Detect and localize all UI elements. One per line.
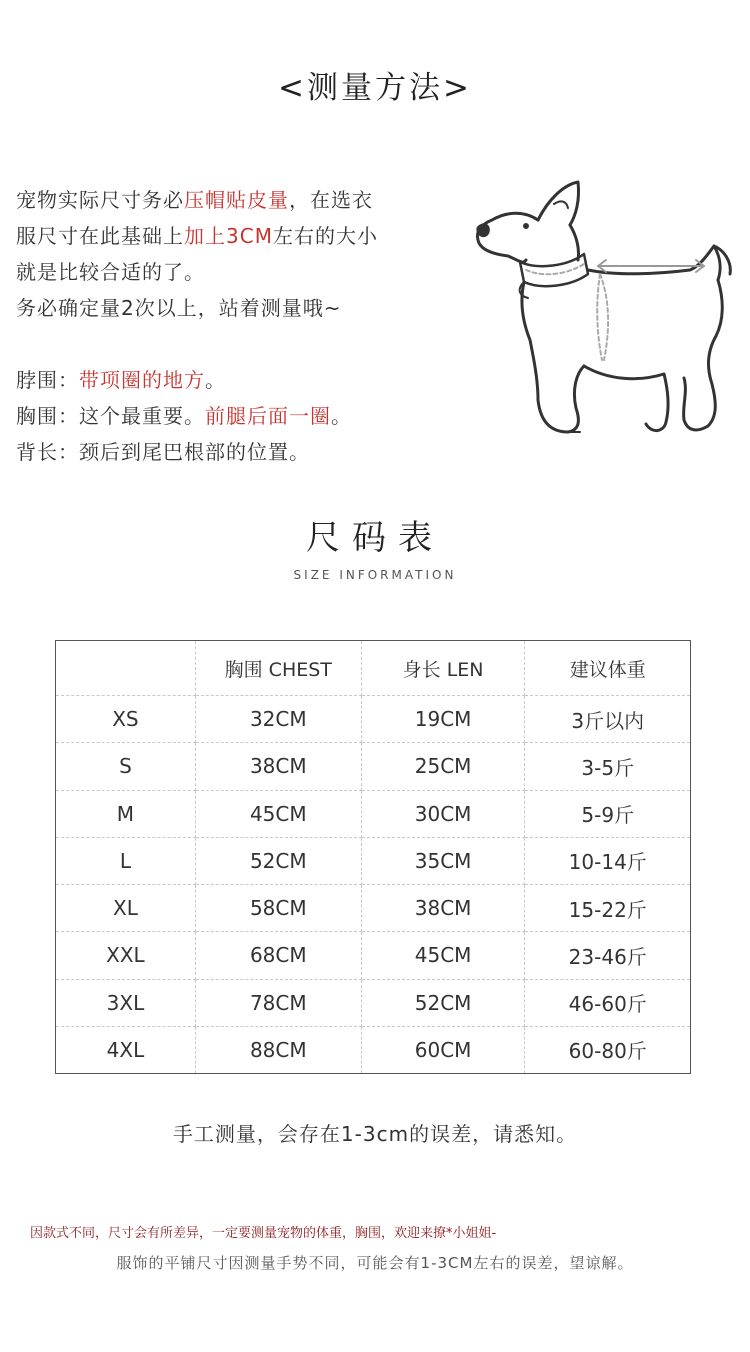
weight-cell: 3-5斤 (525, 743, 691, 790)
size-cell: S (56, 743, 196, 790)
chest-cell: 68CM (195, 932, 361, 979)
header-cell (56, 641, 196, 696)
size-cell: 4XL (56, 1026, 196, 1073)
chest-cell: 78CM (195, 979, 361, 1026)
table-row (56, 979, 691, 1026)
size-cell: XL (56, 885, 196, 932)
table-row (56, 790, 691, 837)
footer-notice: 服饰的平铺尺寸因测量手势不同，可能会有1-3CM左右的误差，望谅解。 (116, 1254, 634, 1272)
neck-measure (16, 362, 476, 398)
table-row (56, 1026, 691, 1073)
weight-cell: 3斤以内 (525, 696, 691, 743)
measure-highlight: 前腿后面一圈 (205, 404, 331, 428)
measurement-intro (16, 182, 466, 326)
table-header-row (56, 641, 691, 696)
chest-cell: 88CM (195, 1026, 361, 1073)
chest-cell: 58CM (195, 885, 361, 932)
length-cell: 35CM (361, 837, 525, 884)
length-cell: 38CM (361, 885, 525, 932)
weight-cell: 5-9斤 (525, 790, 691, 837)
table-row (56, 885, 691, 932)
weight-cell: 60-80斤 (568, 1039, 647, 1064)
intro-line-4: 务必确定量2次以上，站着测量哦~ (16, 296, 342, 320)
intro-line-3: 就是比较合适的了。 (16, 260, 205, 284)
chest-cell: 45CM (195, 790, 361, 837)
size-cell: L (56, 837, 196, 884)
length-cell: 25CM (361, 743, 525, 790)
measurement-error-note: 手工测量，会存在1-3cm的误差，请悉知。 (172, 1122, 578, 1146)
weight-cell: 10-14斤 (525, 837, 691, 884)
size-chart-subtitle: SIZE INFORMATION (293, 568, 457, 582)
intro-line-1 (16, 182, 466, 218)
intro-text: 左右的大小 (272, 224, 378, 248)
weight-cell: 23-46斤 (525, 932, 691, 979)
intro-line-2 (16, 218, 466, 254)
chest-measure (16, 398, 476, 434)
measure-text: 。 (205, 368, 226, 392)
size-cell: XXL (56, 932, 196, 979)
table-row (56, 696, 691, 743)
intro-text: 服尺寸在此基础上 (16, 224, 184, 248)
length-cell: 30CM (361, 790, 525, 837)
table-row (56, 837, 691, 884)
header-cell: 身长 LEN (361, 641, 525, 696)
measure-text: 这个最重要。 (79, 404, 205, 428)
measure-highlight: 带项圈的地方 (79, 368, 205, 392)
length-cell: 19CM (361, 696, 525, 743)
size-cell: 3XL (56, 979, 196, 1026)
size-table (55, 640, 691, 1074)
chest-cell: 52CM (195, 837, 361, 884)
measure-text: 。 (331, 404, 352, 428)
length-cell: 45CM (361, 932, 525, 979)
intro-text: ，在选衣 (289, 188, 373, 212)
size-cell: M (56, 790, 196, 837)
size-cell: XS (56, 696, 196, 743)
page-title: <测量方法> (278, 70, 472, 106)
intro-highlight: 压帽贴皮量 (184, 188, 289, 212)
size-chart-title: 尺码表 (306, 518, 444, 558)
footer-notice-red: 因款式不同，尺寸会有所差异，一定要测量宠物的体重，胸围，欢迎来撩*小姐姐- (30, 1226, 497, 1241)
table-row (56, 743, 691, 790)
measure-label: 脖围： (16, 368, 79, 392)
back-measure (16, 434, 476, 470)
length-cell: 60CM (361, 1026, 525, 1073)
measure-text: 颈后到尾巴根部的位置。 (79, 440, 310, 464)
measure-label: 胸围： (16, 404, 79, 428)
weight-cell: 15-22斤 (525, 885, 691, 932)
weight-cell: 46-60斤 (525, 979, 691, 1026)
length-cell: 52CM (361, 979, 525, 1026)
table-row (56, 932, 691, 979)
header-cell: 建议体重 (525, 641, 691, 696)
chest-cell: 32CM (195, 696, 361, 743)
measure-label: 背长： (16, 440, 79, 464)
header-cell: 胸围 CHEST (195, 641, 361, 696)
measurement-points (16, 362, 476, 470)
intro-highlight: 加上3CM (184, 224, 273, 248)
dog-illustration (468, 170, 738, 450)
intro-text: 宠物实际尺寸务必 (16, 188, 184, 212)
chest-cell: 38CM (195, 743, 361, 790)
